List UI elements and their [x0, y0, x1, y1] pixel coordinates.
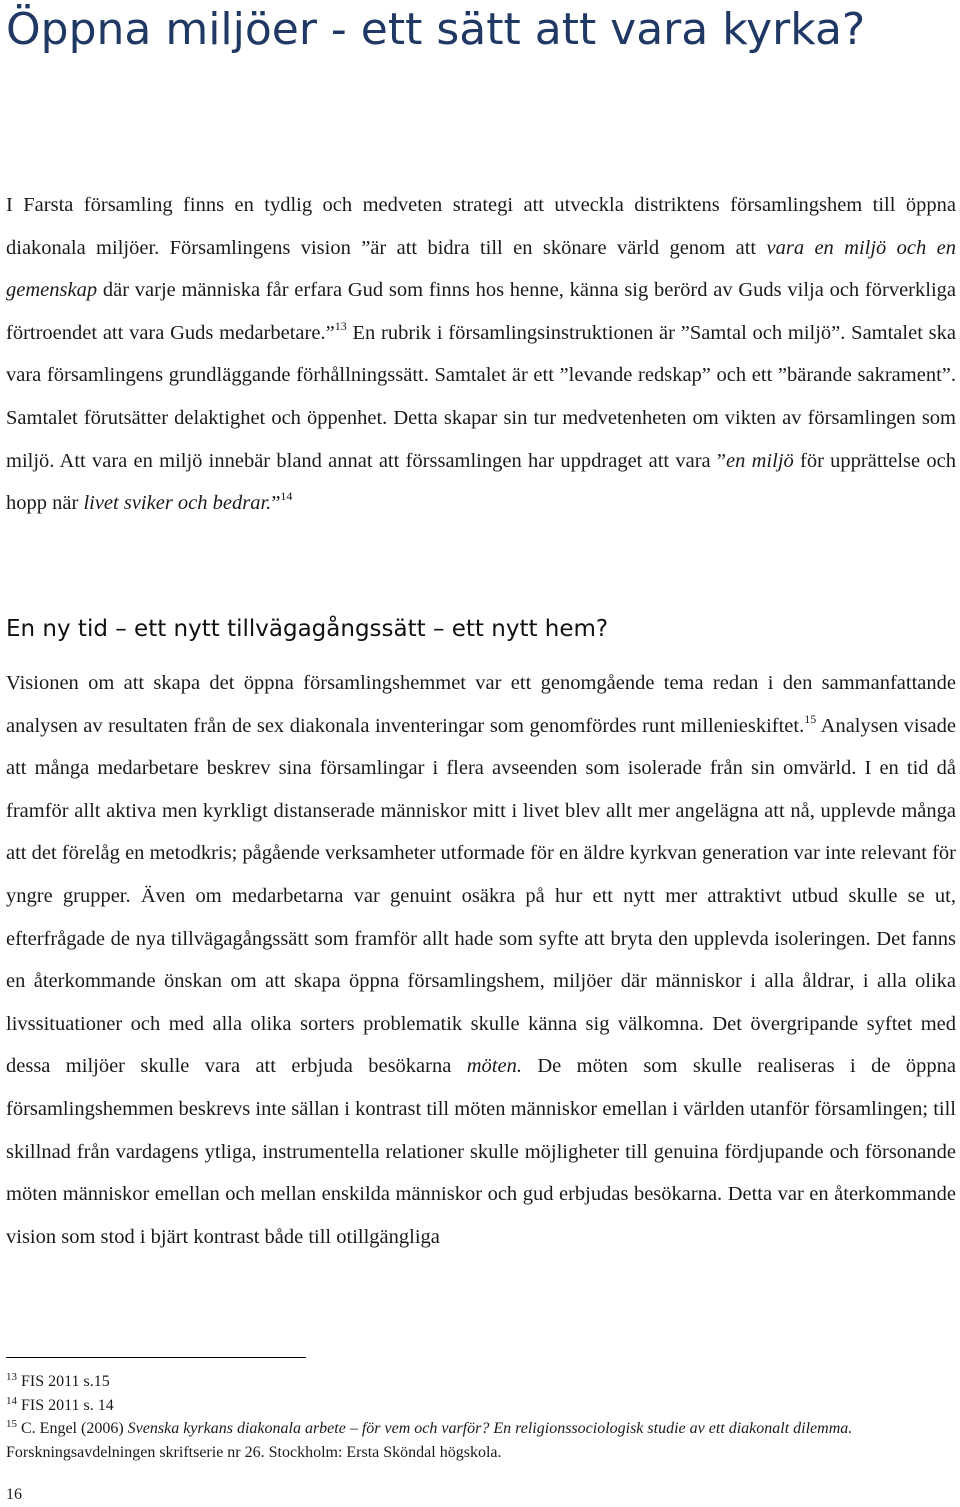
paragraph-text: ”: [271, 492, 281, 515]
footnote-book-title: Svenska kyrkans diakonala arbete – för vem och varför? En religionssociologisk studie av ett diakonalt dilemma.: [127, 1420, 853, 1437]
page-title: Öppna miljöer - ett sätt att vara kyrka?: [6, 4, 866, 55]
emphasis-text: en miljö: [726, 449, 794, 472]
footnote-ref-13[interactable]: 13: [334, 318, 347, 333]
footnote-15: [6, 1417, 956, 1464]
paragraph-text: där varje människa får erfara Gud som finns hos henne, känna sig berörd av Guds vilja och förverkliga förtroendet att vara Guds medarbetare.”: [6, 279, 956, 344]
footnotes: [6, 1370, 956, 1464]
body-paragraph-vision: [6, 662, 956, 1258]
section-heading: En ny tid – ett nytt tillvägagångssätt – ett nytt hem?: [6, 616, 609, 642]
paragraph-text: för upprättelse och hopp när: [6, 449, 956, 515]
paragraph-text: I Farsta församling finns en tydlig och medveten strategi att utveckla distriktens församlingshem till öppna diakonala miljöer. Församlingens vision ”är att bidra till en skönare värld genom att: [6, 194, 956, 259]
emphasis-text: möten.: [466, 1055, 522, 1078]
paragraph-text: En rubrik i församlingsinstruktionen är ”Samtal och miljö”. Samtalet ska vara församlingens grundläggande förhållningssätt. Samtalet är ett ”levande redskap” och ett ”bärande sakrament”. Samtalet förutsätter delaktighet och öppenhet. Detta skapar sin tur medvetenheten om vikten av församlingen som miljö. Att vara en miljö innebär bland annat att förssamlingen har uppdraget att vara ”: [6, 321, 956, 472]
footnote-ref-15[interactable]: 15: [804, 711, 817, 726]
footnote-text: FIS 2011 s.15: [21, 1373, 110, 1390]
footnote-number: 14: [6, 1394, 17, 1407]
emphasis-text: vara en miljö och en gemenskap: [6, 236, 957, 302]
paragraph-text: Analysen visade att många medarbetare beskrev sina församlingar i flera avseenden som isolerade från sin omvärld. I en tid då framför allt aktiva men kyrkligt distanserade människor mitt i livet blev allt mer angelägna att nå, upplevde många att det förelåg en metodkris; pågående verksamheter utformade för en äldre kyrkvan generation var inte relevant för yngre grupper. Även om medarbetarna var genuint osäkra på hur ett nytt mer attraktivt utbud skulle se ut, efterfrågade de nya tillvägagångssätt som framför allt hade som syfte att bryta den upplevda isoleringen. Det fanns en återkommande önskan om att skapa öppna församlingshem, miljöer där människor i alla åldrar, i alla olika livssituationer och med alla olika sorters problematik skulle känna sig välkomna. Det övergripande syftet med dessa miljöer skulle vara att erbjuda besökarna: [6, 714, 957, 1078]
footnote-number: 13: [6, 1371, 17, 1383]
emphasis-text: livet sviker och bedrar.: [83, 492, 272, 515]
footnote-ref-14[interactable]: 14: [280, 489, 293, 504]
footnote-text: C. Engel (2006): [21, 1420, 128, 1437]
footnote-text: Forskningsavdelningen skriftserie nr 26. Stockholm: Ersta Sköndal högskola.: [6, 1443, 502, 1461]
footnote-text: FIS 2011 s. 14: [21, 1396, 114, 1414]
paragraph-text: Visionen om att skapa det öppna församlingshemmet var ett genomgående tema redan i den sammanfattande analysen av resultaten från de sex diakonala inventeringar som genomfördes runt millenieskiftet.: [6, 672, 956, 737]
footnote-divider: [6, 1357, 306, 1358]
footnote-number: 15: [6, 1418, 17, 1430]
body-paragraph-farsta: [6, 184, 956, 525]
paragraph-text: De möten som skulle realiseras i de öppna församlingshemmen beskrevs inte sällan i kontrast till möten människor emellan i världen utanför församlingen; till skillnad från vardagens ytliga, instrumentella relationer skulle möjligheter till genuina fördjupande och försonande möten människor emellan och mellan enskilda människor och gud erbjudas besökarna. Detta var en återkommande vision som stod i bjärt kontrast både till otillgängliga: [6, 1055, 957, 1248]
footnote-13: [6, 1370, 956, 1394]
footnote-14: [6, 1394, 956, 1418]
page-number: 16: [6, 1486, 22, 1503]
